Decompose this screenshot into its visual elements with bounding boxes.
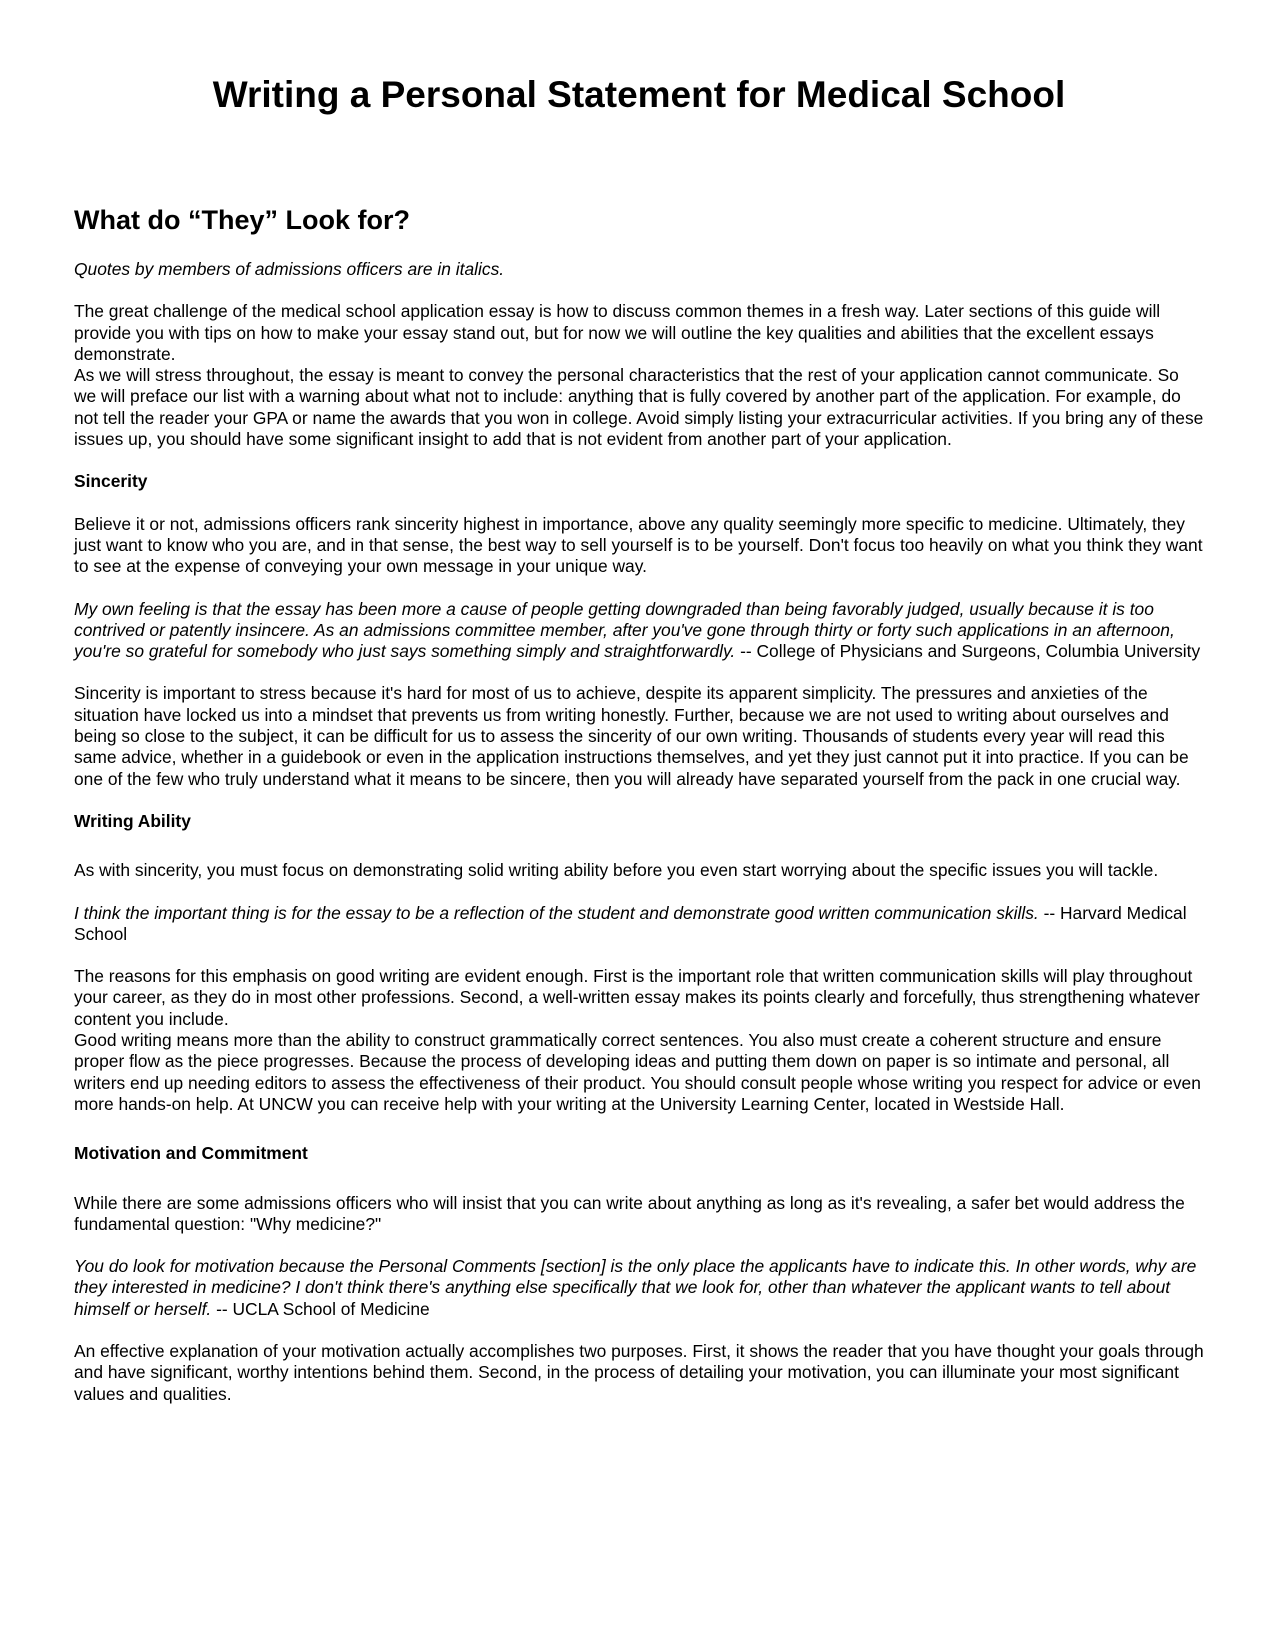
sincerity-paragraph-1: Believe it or not, admissions officers rank sincerity highest in importance, above any quality seemingly more specific to medicine. Ultimately, they just want to know who you are, and in that sense, the best way to sell yourself is to be yourself. Don't focus too heavily on what you think they want to see at the expense of conveying your own message in your unique way.: [74, 513, 1203, 577]
writing-paragraph-3: Good writing means more than the ability to construct grammatically correct sentences. You also must create a coherent structure and ensure proper flow as the piece progresses. Because the process of developing ideas and putting them down on paper is so intimate and personal, all writers end up needing editors to assess the effectiveness of their product. You should consult people whose writing you respect for advice or even more hands-on help. At UNCW you can receive help with your writing at the University Learning Center, located in Westside Hall.: [74, 1030, 1201, 1114]
italics-note: [74, 259, 1204, 280]
motivation-quote-text: You do look for motivation because the Personal Comments [section] is the only place the applicants have to indicate this. In other words, why are they interested in medicine? I don't think there's anything else specifically that we look for, other than whatever the applicant wants to tell about himself or herself.: [74, 1256, 1197, 1319]
writing-quote-text: I think the important thing is for the essay to be a reflection of the student and demonstrate good written communication skills.: [74, 902, 1039, 923]
writing-paragraph-1: As with sincerity, you must focus on demonstrating solid writing ability before you even start worrying about the specific issues you will tackle.: [74, 860, 1159, 881]
sincerity-heading: Sincerity: [74, 471, 148, 492]
sincerity-quote-source: -- College of Physicians and Surgeons, Columbia University: [735, 641, 1201, 662]
motivation-paragraph-1: While there are some admissions officers who will insist that you can write about anything as long as it's revealing, a safer bet would address the fundamental question: "Why medicine?": [74, 1192, 1185, 1234]
document-body: [74, 259, 1204, 1405]
motivation-paragraph-2: An effective explanation of your motivation actually accomplishes two purposes. First, it shows the reader that you have thought your goals through and have significant, worthy intentions behind them. Second, in the process of detailing your motivation, you can illuminate your most significant values and qualities.: [74, 1340, 1204, 1404]
intro-paragraph-1: The great challenge of the medical school application essay is how to discuss common themes in a fresh way. Later sections of this guide will provide you with tips on how to make your essay stand out, but for now we will outline the key qualities and abilities that the excellent essays demonstrate.: [74, 301, 1161, 364]
sincerity-quote-text: My own feeling is that the essay has been more a cause of people getting downgraded than being favorably judged, usually because it is too contrived or patently insincere. As an admissions committee member, after you've gone through thirty or forty such applications in an afternoon, you're so grateful for somebody who just says something simply and straightforwardly.: [74, 598, 1175, 662]
motivation-quote-source: -- UCLA School of Medicine: [211, 1298, 430, 1319]
intro-paragraph-2: As we will stress throughout, the essay is meant to convey the personal characteristics that the rest of your application cannot communicate. So we will preface our list with a warning about what not to include: anything that is fully covered by another part of the application. For example, do not tell the reader your GPA or name the awards that you won in college. Avoid simply listing your extracurricular activities. If you bring any of these issues up, you should have some significant insight to add that is not evident from another part of your application.: [74, 365, 1204, 450]
sincerity-paragraph-2: Sincerity is important to stress because it's hard for most of us to achieve, despite its apparent simplicity. The pressures and anxieties of the situation have locked us into a mindset that prevents us from writing honestly. Further, because we are not used to writing about ourselves and being so close to the subject, it can be difficult for us to assess the sincerity of our own writing. Thousands of students every year will read this same advice, whether in a guidebook or even in the application instructions themselves, and yet they just cannot put it into practice. If you can be one of the few who truly understand what it means to be sincere, then you will already have separated yourself from the pack in one crucial way.: [74, 683, 1189, 789]
writing-ability-heading: Writing Ability: [74, 810, 191, 831]
writing-paragraph-2: The reasons for this emphasis on good writing are evident enough. First is the important role that written communication skills will play throughout your career, as they do in most other professions. Second, a well-written essay makes its points clearly and forcefully, thus strengthening whatever content you include.: [74, 966, 1200, 1029]
motivation-heading: Motivation and Commitment: [74, 1143, 308, 1164]
italics-note-text: Quotes by members of admissions officers are in italics.: [74, 259, 505, 279]
writing-quote: [74, 903, 1204, 946]
section-heading: What do “They” Look for?: [74, 205, 410, 235]
sincerity-quote: [74, 599, 1204, 663]
document-title: Writing a Personal Statement for Medical School: [212, 74, 1066, 115]
motivation-quote: [74, 1256, 1204, 1320]
writing-quote-source: -- Harvard Medical School: [74, 902, 1187, 944]
